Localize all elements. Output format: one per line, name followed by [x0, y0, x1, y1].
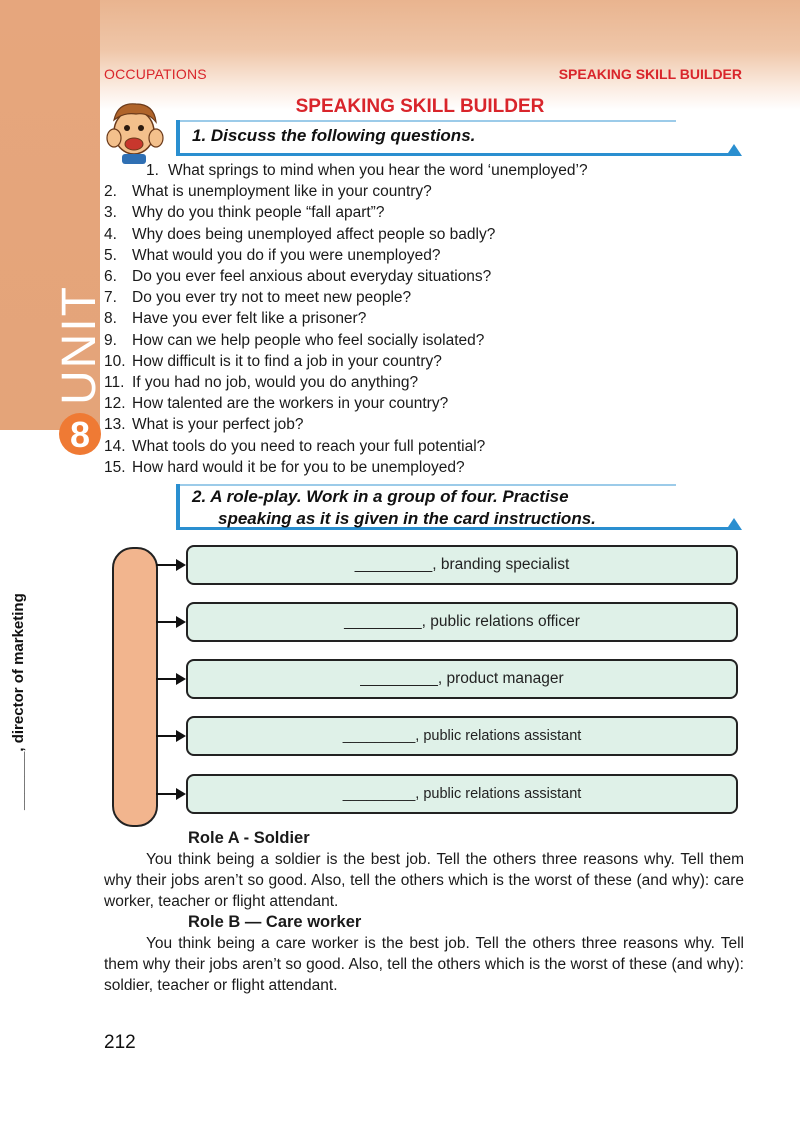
question-item	[104, 372, 744, 393]
arrow-right-icon	[156, 558, 186, 572]
role-card: _________, public relations assistant	[186, 774, 738, 814]
role-descriptions	[104, 828, 744, 996]
question-item	[104, 436, 744, 457]
question-text: What tools do you need to reach your full potential?	[132, 437, 486, 455]
task2-title-line2: speaking as it is given in the card instructions.	[218, 509, 596, 528]
question-text: How talented are the workers in your country?	[132, 395, 449, 413]
task2-left-bar	[176, 484, 180, 530]
mascot-boy-icon	[104, 98, 168, 164]
question-text: How hard would it be for you to be unemployed?	[132, 458, 465, 476]
question-number: 3.	[104, 204, 117, 222]
question-item	[104, 457, 744, 478]
question-number: 2.	[104, 183, 117, 201]
question-item	[104, 160, 744, 181]
task2-header	[176, 484, 742, 530]
unit-tab	[52, 285, 107, 455]
role-b-title: Role B — Care worker	[188, 913, 362, 931]
task1-title: 1. Discuss the following questions.	[192, 126, 476, 145]
role-card: _________, branding specialist	[186, 545, 738, 585]
page-number: 212	[104, 1032, 136, 1053]
question-number: 12.	[104, 395, 126, 413]
role-a-body: You think being a soldier is the best job. Tell the others three reasons why. Tell them why their jobs aren’t so good. Also, tell the others which is the worst of these (and why): care worker, teacher or flight attendant.	[104, 851, 744, 910]
director-card	[112, 547, 158, 827]
top-band	[0, 0, 800, 110]
question-text: How difficult is it to find a job in your country?	[132, 352, 442, 370]
question-item	[104, 351, 744, 372]
director-label: _______, director of marketing	[10, 593, 27, 810]
question-item	[104, 287, 744, 308]
question-text: What would you do if you were unemployed?	[132, 246, 441, 264]
question-item	[104, 308, 744, 329]
arrow-right-icon	[156, 672, 186, 686]
task1-left-bar	[176, 120, 180, 156]
question-item	[104, 181, 744, 202]
unit-word: UNIT	[53, 285, 106, 405]
task1-bottom-line	[176, 153, 736, 156]
role-b-body: You think being a care worker is the best job. Tell the others three reasons why. Tell them why their jobs aren’t so good. Also, tell the others which is the worst of these (and why): soldier, teacher or flight attendant.	[104, 935, 744, 994]
question-number: 10.	[104, 352, 126, 370]
question-text: What is your perfect job?	[132, 416, 304, 434]
section-title: SPEAKING SKILL BUILDER	[295, 96, 545, 117]
role-card: _________, product manager	[186, 659, 738, 699]
question-number: 8.	[104, 310, 117, 328]
arrow-right-icon	[156, 787, 186, 801]
question-item	[104, 330, 744, 351]
header-section: SPEAKING SKILL BUILDER	[558, 66, 742, 82]
task2-title	[192, 486, 596, 530]
task1-top-line	[176, 120, 676, 122]
question-number: 14.	[104, 437, 126, 455]
task1-corner-icon	[726, 144, 742, 156]
question-number: 9.	[104, 331, 117, 349]
arrow-right-icon	[156, 615, 186, 629]
question-text: What is unemployment like in your country?	[132, 183, 432, 201]
question-number: 13.	[104, 416, 126, 434]
question-list	[104, 160, 744, 478]
question-text: Have you ever felt like a prisoner?	[132, 310, 367, 328]
question-item	[104, 393, 744, 414]
task1-header	[176, 120, 742, 156]
role-card: _________, public relations assistant	[186, 716, 738, 756]
question-text: Why do you think people “fall apart”?	[132, 204, 385, 222]
question-text: If you had no job, would you do anything?	[132, 374, 419, 392]
role-a-title: Role A - Soldier	[188, 829, 310, 847]
question-item	[104, 202, 744, 223]
question-item	[104, 414, 744, 435]
arrow-right-icon	[156, 729, 186, 743]
question-text: Do you ever feel anxious about everyday situations?	[132, 268, 492, 286]
header-chapter: OCCUPATIONS	[104, 66, 207, 82]
question-text: Do you ever try not to meet new people?	[132, 289, 412, 307]
task2-corner-icon	[726, 518, 742, 530]
question-number: 1.	[146, 162, 159, 179]
question-text: Why does being unemployed affect people so badly?	[132, 225, 496, 243]
question-number: 7.	[104, 289, 117, 307]
unit-number: 8	[59, 413, 101, 455]
question-text: What springs to mind when you hear the word ‘unemployed’?	[168, 162, 588, 179]
question-number: 11.	[104, 374, 125, 392]
question-number: 5.	[104, 246, 117, 264]
question-number: 6.	[104, 268, 117, 286]
question-number: 4.	[104, 225, 117, 243]
role-card: _________, public relations officer	[186, 602, 738, 642]
task2-title-line1: 2. A role-play. Work in a group of four. Practise	[192, 487, 569, 506]
question-item	[104, 266, 744, 287]
question-item	[104, 224, 744, 245]
question-item	[104, 245, 744, 266]
question-text: How can we help people who feel socially isolated?	[132, 331, 485, 349]
question-number: 15.	[104, 458, 126, 476]
